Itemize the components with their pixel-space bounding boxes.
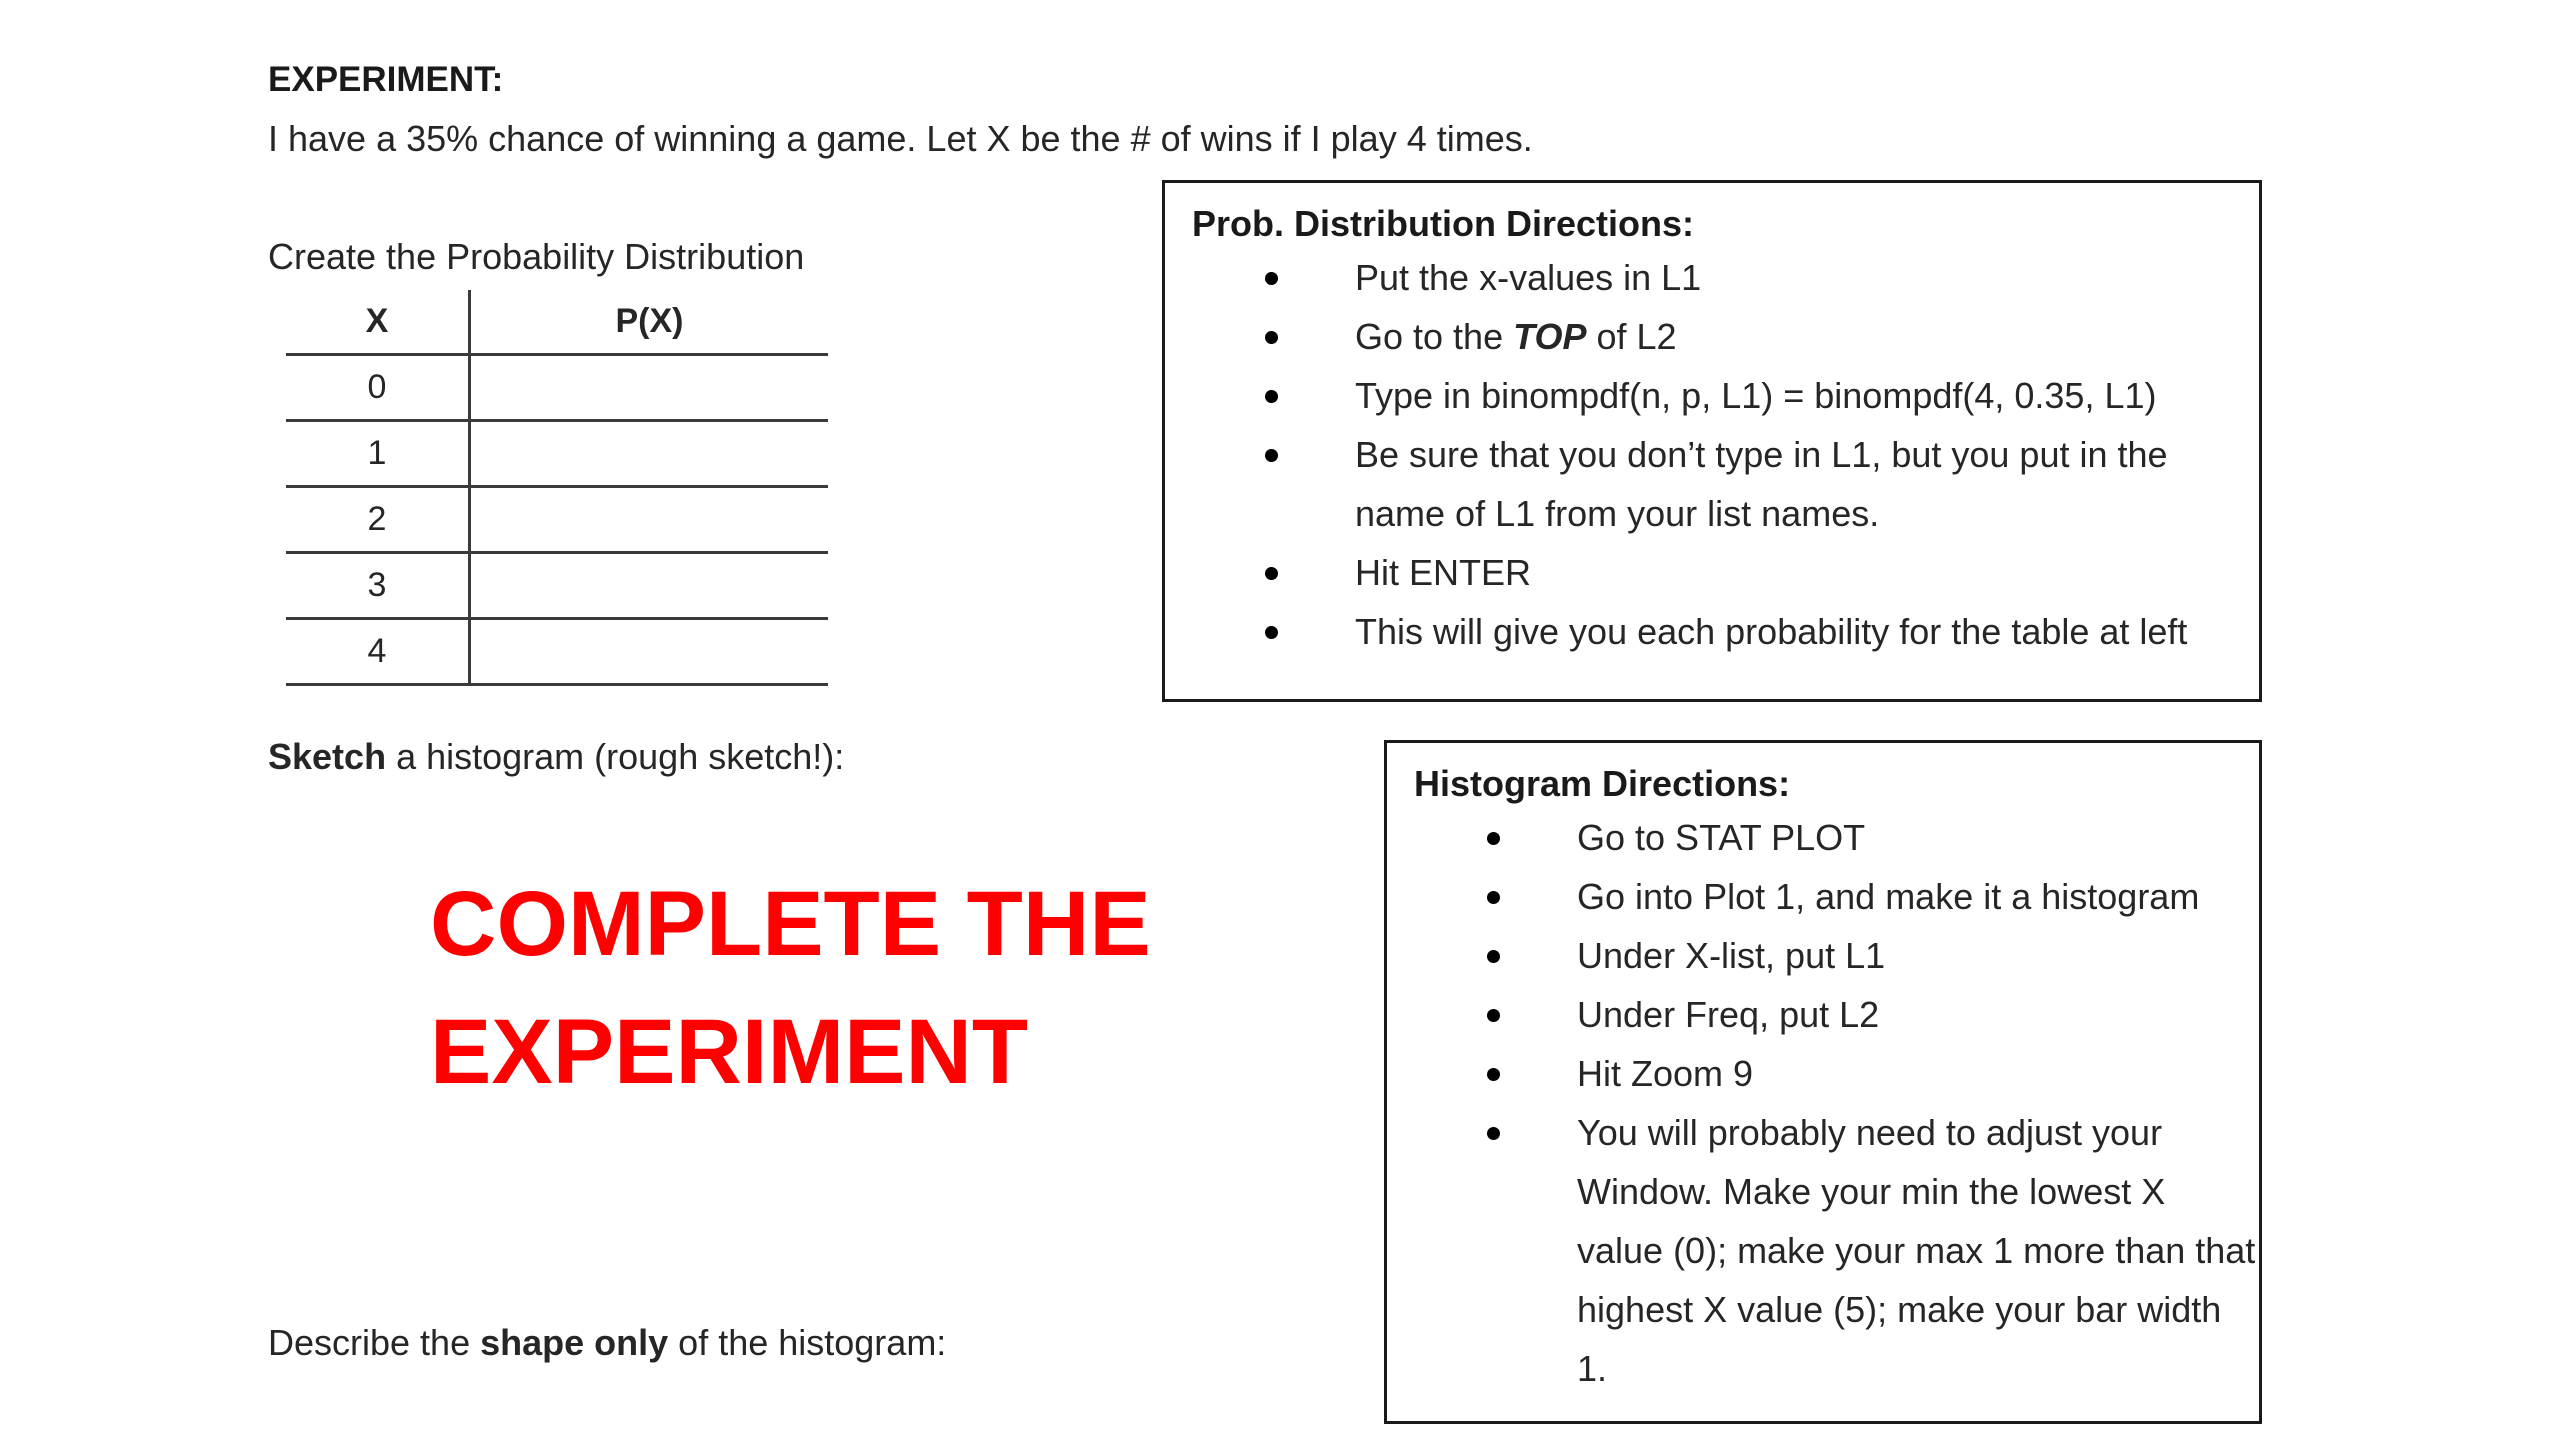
list-item bbox=[1414, 867, 2259, 926]
list-item-text-pre: Go to the bbox=[1355, 316, 1514, 357]
bullet-icon bbox=[1265, 567, 1278, 580]
table-row bbox=[286, 554, 828, 620]
list-item-emphasis: TOP bbox=[1513, 316, 1587, 357]
prob-distribution-directions-box bbox=[1162, 180, 2262, 702]
list-item-text-post: of L2 bbox=[1586, 316, 1677, 357]
table-header-row bbox=[286, 290, 828, 356]
list-item-text: Put the x-values in L1 bbox=[1355, 257, 1702, 298]
list-item-text: Go to STAT PLOT bbox=[1577, 817, 1866, 858]
banner-line-2: EXPERIMENT bbox=[430, 1001, 1029, 1103]
list-item bbox=[1414, 1044, 2259, 1103]
list-item-text: Hit ENTER bbox=[1355, 552, 1532, 593]
list-item-text: Type in binompdf(n, p, L1) = binompdf(4, 0.35, L1) bbox=[1355, 375, 2157, 416]
list-item bbox=[1192, 366, 2259, 425]
bullet-icon bbox=[1487, 1009, 1500, 1022]
list-item-text: You will probably need to adjust your Window. Make your min the lowest X value (0); make your max 1 more than that highest X value (5); make your bar width 1. bbox=[1577, 1112, 2256, 1389]
list-item-text: Hit Zoom 9 bbox=[1577, 1053, 1754, 1094]
create-distribution-label: Create the Probability Distribution bbox=[268, 236, 805, 277]
table-row bbox=[286, 356, 828, 422]
list-item-text: Under Freq, put L2 bbox=[1577, 994, 1880, 1035]
describe-shape-label bbox=[268, 1322, 946, 1364]
x-value-cell: 4 bbox=[286, 620, 471, 683]
histogram-directions-title: Histogram Directions: bbox=[1414, 763, 1791, 804]
list-item bbox=[1192, 602, 2259, 661]
histogram-directions-box bbox=[1384, 740, 2262, 1424]
probability-cell bbox=[471, 620, 828, 683]
sketch-bold-word: Sketch bbox=[268, 736, 387, 777]
bullet-icon bbox=[1487, 1127, 1500, 1140]
list-item-text: This will give you each probability for the table at left bbox=[1355, 611, 2188, 652]
bullet-icon bbox=[1487, 950, 1500, 963]
bullet-icon bbox=[1487, 832, 1500, 845]
sketch-histogram-label bbox=[268, 736, 844, 778]
x-value-cell: 2 bbox=[286, 488, 471, 551]
bullet-icon bbox=[1265, 272, 1278, 285]
x-value-cell: 3 bbox=[286, 554, 471, 617]
probability-cell bbox=[471, 356, 828, 419]
x-value-cell: 0 bbox=[286, 356, 471, 419]
experiment-heading: EXPERIMENT: bbox=[268, 60, 504, 99]
list-item bbox=[1414, 808, 2259, 867]
bullet-icon bbox=[1265, 331, 1278, 344]
x-value-cell: 1 bbox=[286, 422, 471, 485]
probability-cell bbox=[471, 488, 828, 551]
bullet-icon bbox=[1487, 891, 1500, 904]
list-item bbox=[1192, 307, 2259, 366]
bullet-icon bbox=[1265, 390, 1278, 403]
describe-bold-text: shape only bbox=[480, 1322, 669, 1363]
bullet-icon bbox=[1265, 626, 1278, 639]
banner-line-1: COMPLETE THE bbox=[430, 873, 1151, 975]
list-item bbox=[1414, 1103, 2259, 1398]
sketch-rest-text: a histogram (rough sketch!): bbox=[386, 736, 845, 777]
table-row bbox=[286, 422, 828, 488]
list-item-text: Go into Plot 1, and make it a histogram bbox=[1577, 876, 2200, 917]
list-item-text: Be sure that you don’t type in L1, but you put in the name of L1 from your list names. bbox=[1355, 434, 2168, 534]
table-row bbox=[286, 488, 828, 554]
prob-directions-list bbox=[1192, 248, 2259, 661]
column-header-px: P(X) bbox=[615, 302, 684, 340]
complete-the-experiment-banner bbox=[430, 860, 1151, 1116]
probability-cell bbox=[471, 554, 828, 617]
list-item-text: Under X-list, put L1 bbox=[1577, 935, 1886, 976]
probability-cell bbox=[471, 422, 828, 485]
experiment-description: I have a 35% chance of winning a game. Let X be the # of wins if I play 4 times. bbox=[268, 118, 1533, 159]
column-header-x: X bbox=[286, 290, 471, 353]
bullet-icon bbox=[1265, 449, 1278, 462]
list-item bbox=[1192, 425, 2259, 543]
table-row bbox=[286, 620, 828, 686]
describe-post-text: of the histogram: bbox=[668, 1322, 947, 1363]
bullet-icon bbox=[1487, 1068, 1500, 1081]
list-item bbox=[1414, 926, 2259, 985]
probability-table bbox=[286, 290, 828, 686]
prob-directions-title: Prob. Distribution Directions: bbox=[1192, 203, 1695, 244]
list-item bbox=[1192, 543, 2259, 602]
describe-pre-text: Describe the bbox=[268, 1322, 481, 1363]
list-item bbox=[1192, 248, 2259, 307]
list-item bbox=[1414, 985, 2259, 1044]
histogram-directions-list bbox=[1414, 808, 2259, 1398]
